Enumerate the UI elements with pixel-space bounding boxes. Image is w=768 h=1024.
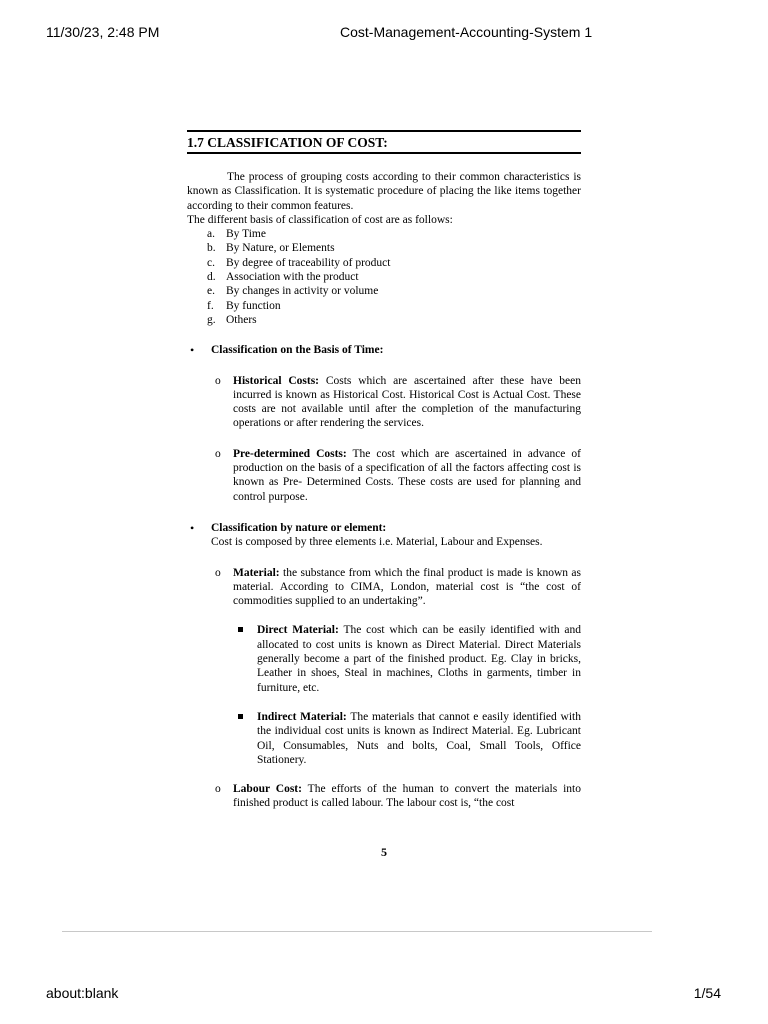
list-item <box>207 313 581 327</box>
nature-section <box>187 521 581 550</box>
time-section <box>187 343 581 357</box>
historical-costs-term: Historical Costs: <box>233 374 320 387</box>
list-marker: e. <box>207 285 215 298</box>
list-item-text: By Nature, or Elements <box>226 242 335 255</box>
list-marker: a. <box>207 228 215 241</box>
list-item <box>207 270 581 284</box>
print-page-indicator: 1/54 <box>693 985 721 1001</box>
predetermined-costs-text: The cost which are ascertained in advance of production on the basis of a specification of all the factors affecting cost is known as Pre- Determined Costs. These costs are used for planning and control purpose. <box>233 447 581 503</box>
indirect-material-item <box>187 710 581 767</box>
page-divider <box>62 931 652 932</box>
bullet-icon: • <box>190 343 195 358</box>
document-page <box>187 130 581 811</box>
circle-bullet-icon <box>215 447 221 461</box>
list-item-text: Association with the product <box>226 271 359 284</box>
material-term: Material: <box>233 566 280 579</box>
list-item-text: By degree of traceability of product <box>226 256 391 269</box>
list-item <box>207 284 581 298</box>
nature-section-title: Classification by nature or element: <box>211 521 387 534</box>
list-marker: f. <box>207 299 214 312</box>
list-item-text: By changes in activity or volume <box>226 285 379 298</box>
intro-paragraph: The process of grouping costs according to their common characteristics is known as Classification. It is systematic procedure of placing the like items together according to their common features. <box>187 171 581 212</box>
labour-cost-term: Labour Cost: <box>233 783 302 796</box>
material-text: the substance from which the final product is made is known as material. According to CIMA, London, material cost is “the cost of commodities supplied to an undertaking”. <box>233 566 581 608</box>
basis-lead: The different basis of classification of cost are as follows: <box>187 213 453 226</box>
print-url: about:blank <box>46 985 119 1001</box>
predetermined-costs-term: Pre-determined Costs: <box>233 447 347 460</box>
section-heading: 1.7 CLASSIFICATION OF COST: <box>187 130 581 154</box>
square-bullet-icon <box>238 627 243 632</box>
list-item-text: By Time <box>226 228 266 241</box>
direct-material-text: The cost which can be easily identified with and allocated to cost units is known as Direct Material. Direct Materials generally become a part of the finished product. Eg. Clay in bricks, Leather in shoes, Steal in machines, Cloths in garments, timber in furniture, etc. <box>257 624 582 694</box>
list-item <box>207 241 581 255</box>
page-number: 5 <box>381 845 387 859</box>
list-item <box>207 227 581 241</box>
list-item <box>207 299 581 313</box>
bullet-icon: • <box>190 520 195 535</box>
historical-costs-text: Costs which are ascertained after these have been incurred is known as Historical Cost. Historical Cost is Actual Cost. These costs are not available until after the completion of the manufacturing operations or after rendering the services. <box>233 374 581 430</box>
nature-lead: Cost is composed by three elements i.e. Material, Labour and Expenses. <box>211 536 543 549</box>
material-item <box>187 566 581 609</box>
indirect-material-text: The materials that cannot e easily identified with the individual cost units is known as Indirect Material. Eg. Lubricant Oil, Consumables, Nuts and bolts, Coal, Small Tools, Office Stationery. <box>257 710 581 766</box>
direct-material-item <box>187 623 581 694</box>
square-bullet-icon <box>238 714 243 719</box>
basis-list <box>187 227 581 327</box>
list-marker: d. <box>207 271 216 284</box>
direct-material-term: Direct Material: <box>257 624 339 637</box>
print-doc-title: Cost-Management-Accounting-System 1 <box>340 24 593 40</box>
historical-costs-item <box>187 374 581 431</box>
indirect-material-term: Indirect Material: <box>257 710 347 723</box>
print-datetime: 11/30/23, 2:48 PM <box>46 24 160 40</box>
predetermined-costs-item <box>187 447 581 504</box>
circle-bullet-icon <box>215 374 221 388</box>
list-item <box>207 256 581 270</box>
labour-cost-item <box>187 782 581 811</box>
circle-bullet-icon <box>215 566 221 580</box>
time-section-title: Classification on the Basis of Time: <box>211 344 384 357</box>
list-marker: c. <box>207 256 215 269</box>
list-item-text: By function <box>226 299 281 312</box>
labour-cost-text: The efforts of the human to convert the materials into finished product is called labour. The labour cost is, “the cost <box>233 783 581 810</box>
list-marker: b. <box>207 242 216 255</box>
list-marker: g. <box>207 313 216 326</box>
circle-bullet-icon <box>215 782 221 796</box>
list-item-text: Others <box>226 313 257 326</box>
